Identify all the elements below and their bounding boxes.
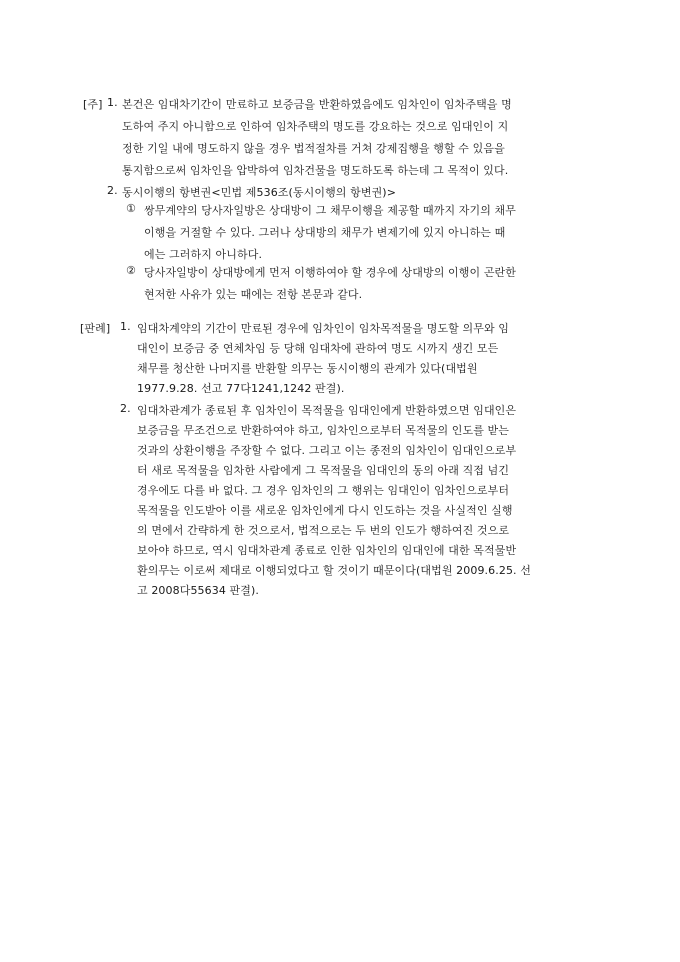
ruling-tag: [판례] bbox=[80, 322, 111, 335]
ruling-item-1-line: 채무를 청산한 나머지를 반환할 의무는 동시이행의 관계가 있다(대법원 bbox=[137, 362, 478, 375]
ruling-item-2-line: 것과의 상환이행을 주장할 수 없다. 그리고 이는 종전의 임차인이 임대인으로부 bbox=[137, 444, 517, 457]
note-subitem-1-line: 쌍무계약의 당사자일방은 상대방이 그 채무이행을 제공할 때까지 자기의 채무 bbox=[144, 204, 517, 217]
note-item-1-line: 통지함으로써 임차인을 압박하여 임차건물을 명도하도록 하는데 그 목적이 있다. bbox=[122, 164, 509, 177]
ruling-item-2-line: 경우에도 다를 바 없다. 그 경우 임차인의 그 행위는 임대인이 임차인으로부터 bbox=[137, 484, 510, 497]
note-subitem-1-line: 이행을 거절할 수 있다. 그러나 상대방의 채무가 변제기에 있지 아니하는 때 bbox=[144, 226, 506, 239]
note-subitem-2-line: 당사자일방이 상대방에게 먼저 이행하여야 할 경우에 상대방의 이행이 곤란한 bbox=[144, 266, 517, 279]
ruling-item-2-line: 의 면에서 간략하게 한 것으로서, 법적으로는 두 번의 인도가 행하여진 것으로 bbox=[137, 524, 510, 537]
note-subitem-1-line: 에는 그러하지 아니하다. bbox=[144, 248, 263, 261]
ruling-item-2-line: 터 새로 목적물을 임차한 사람에게 그 목적물을 임대인의 동의 아래 직접 넘긴 bbox=[137, 464, 510, 477]
note-item-1-line: 도하여 주지 아니함으로 인하여 임차주택의 명도를 강요하는 것으로 임대인이 지 bbox=[122, 120, 509, 133]
ruling-item-1-line: 임대차계약의 기간이 만료된 경우에 임차인이 임차목적물을 명도할 의무와 임 bbox=[137, 322, 510, 335]
note-item-number: 1. bbox=[107, 96, 118, 109]
ruling-item-2-line: 환의무는 이로써 제대로 이행되었다고 할 것이기 때문이다(대법원 2009.6.25. 선 bbox=[137, 564, 531, 577]
ruling-item-1-line: 1977.9.28. 선고 77다1241,1242 판결). bbox=[137, 382, 345, 395]
note-item-1-line: 본건은 임대차기간이 만료하고 보증금을 반환하였음에도 임차인이 임차주택을 명 bbox=[122, 98, 512, 111]
note-item-number: 2. bbox=[107, 184, 118, 197]
note-item-1-line: 정한 기일 내에 명도하지 않을 경우 법적절차를 거쳐 강제집행을 행할 수 있음을 bbox=[122, 142, 505, 155]
ruling-item-1-line: 대인이 보증금 중 연체차임 등 당해 임대차에 관하여 명도 시까지 생긴 모든 bbox=[137, 342, 499, 355]
ruling-item-2-line: 목적물을 인도받아 이를 새로운 임차인에게 다시 인도하는 것을 사실적인 실행 bbox=[137, 504, 513, 517]
note-item-2-line: 동시이행의 항변권<민법 제536조(동시이행의 항변권)> bbox=[122, 186, 397, 199]
note-subitem-2-line: 현저한 사유가 있는 때에는 전항 본문과 같다. bbox=[144, 288, 363, 301]
ruling-item-2-line: 고 2008다55634 판결). bbox=[137, 584, 259, 597]
ruling-item-2-line: 임대차관계가 종료된 후 임차인이 목적물을 임대인에게 반환하였으면 임대인은 bbox=[137, 404, 517, 417]
note-subitem-mark: ② bbox=[126, 264, 136, 277]
ruling-item-number: 1. bbox=[120, 320, 131, 333]
ruling-item-2-line: 보증금을 무조건으로 반환하여야 하고, 임차인으로부터 목적물의 인도를 받는 bbox=[137, 424, 510, 437]
note-subitem-mark: ① bbox=[126, 202, 136, 215]
note-tag: [주] bbox=[83, 98, 103, 111]
ruling-item-2-line: 보아야 하므로, 역시 임대차관계 종료로 인한 임차인의 임대인에 대한 목적물반 bbox=[137, 544, 517, 557]
ruling-item-number: 2. bbox=[120, 402, 131, 415]
